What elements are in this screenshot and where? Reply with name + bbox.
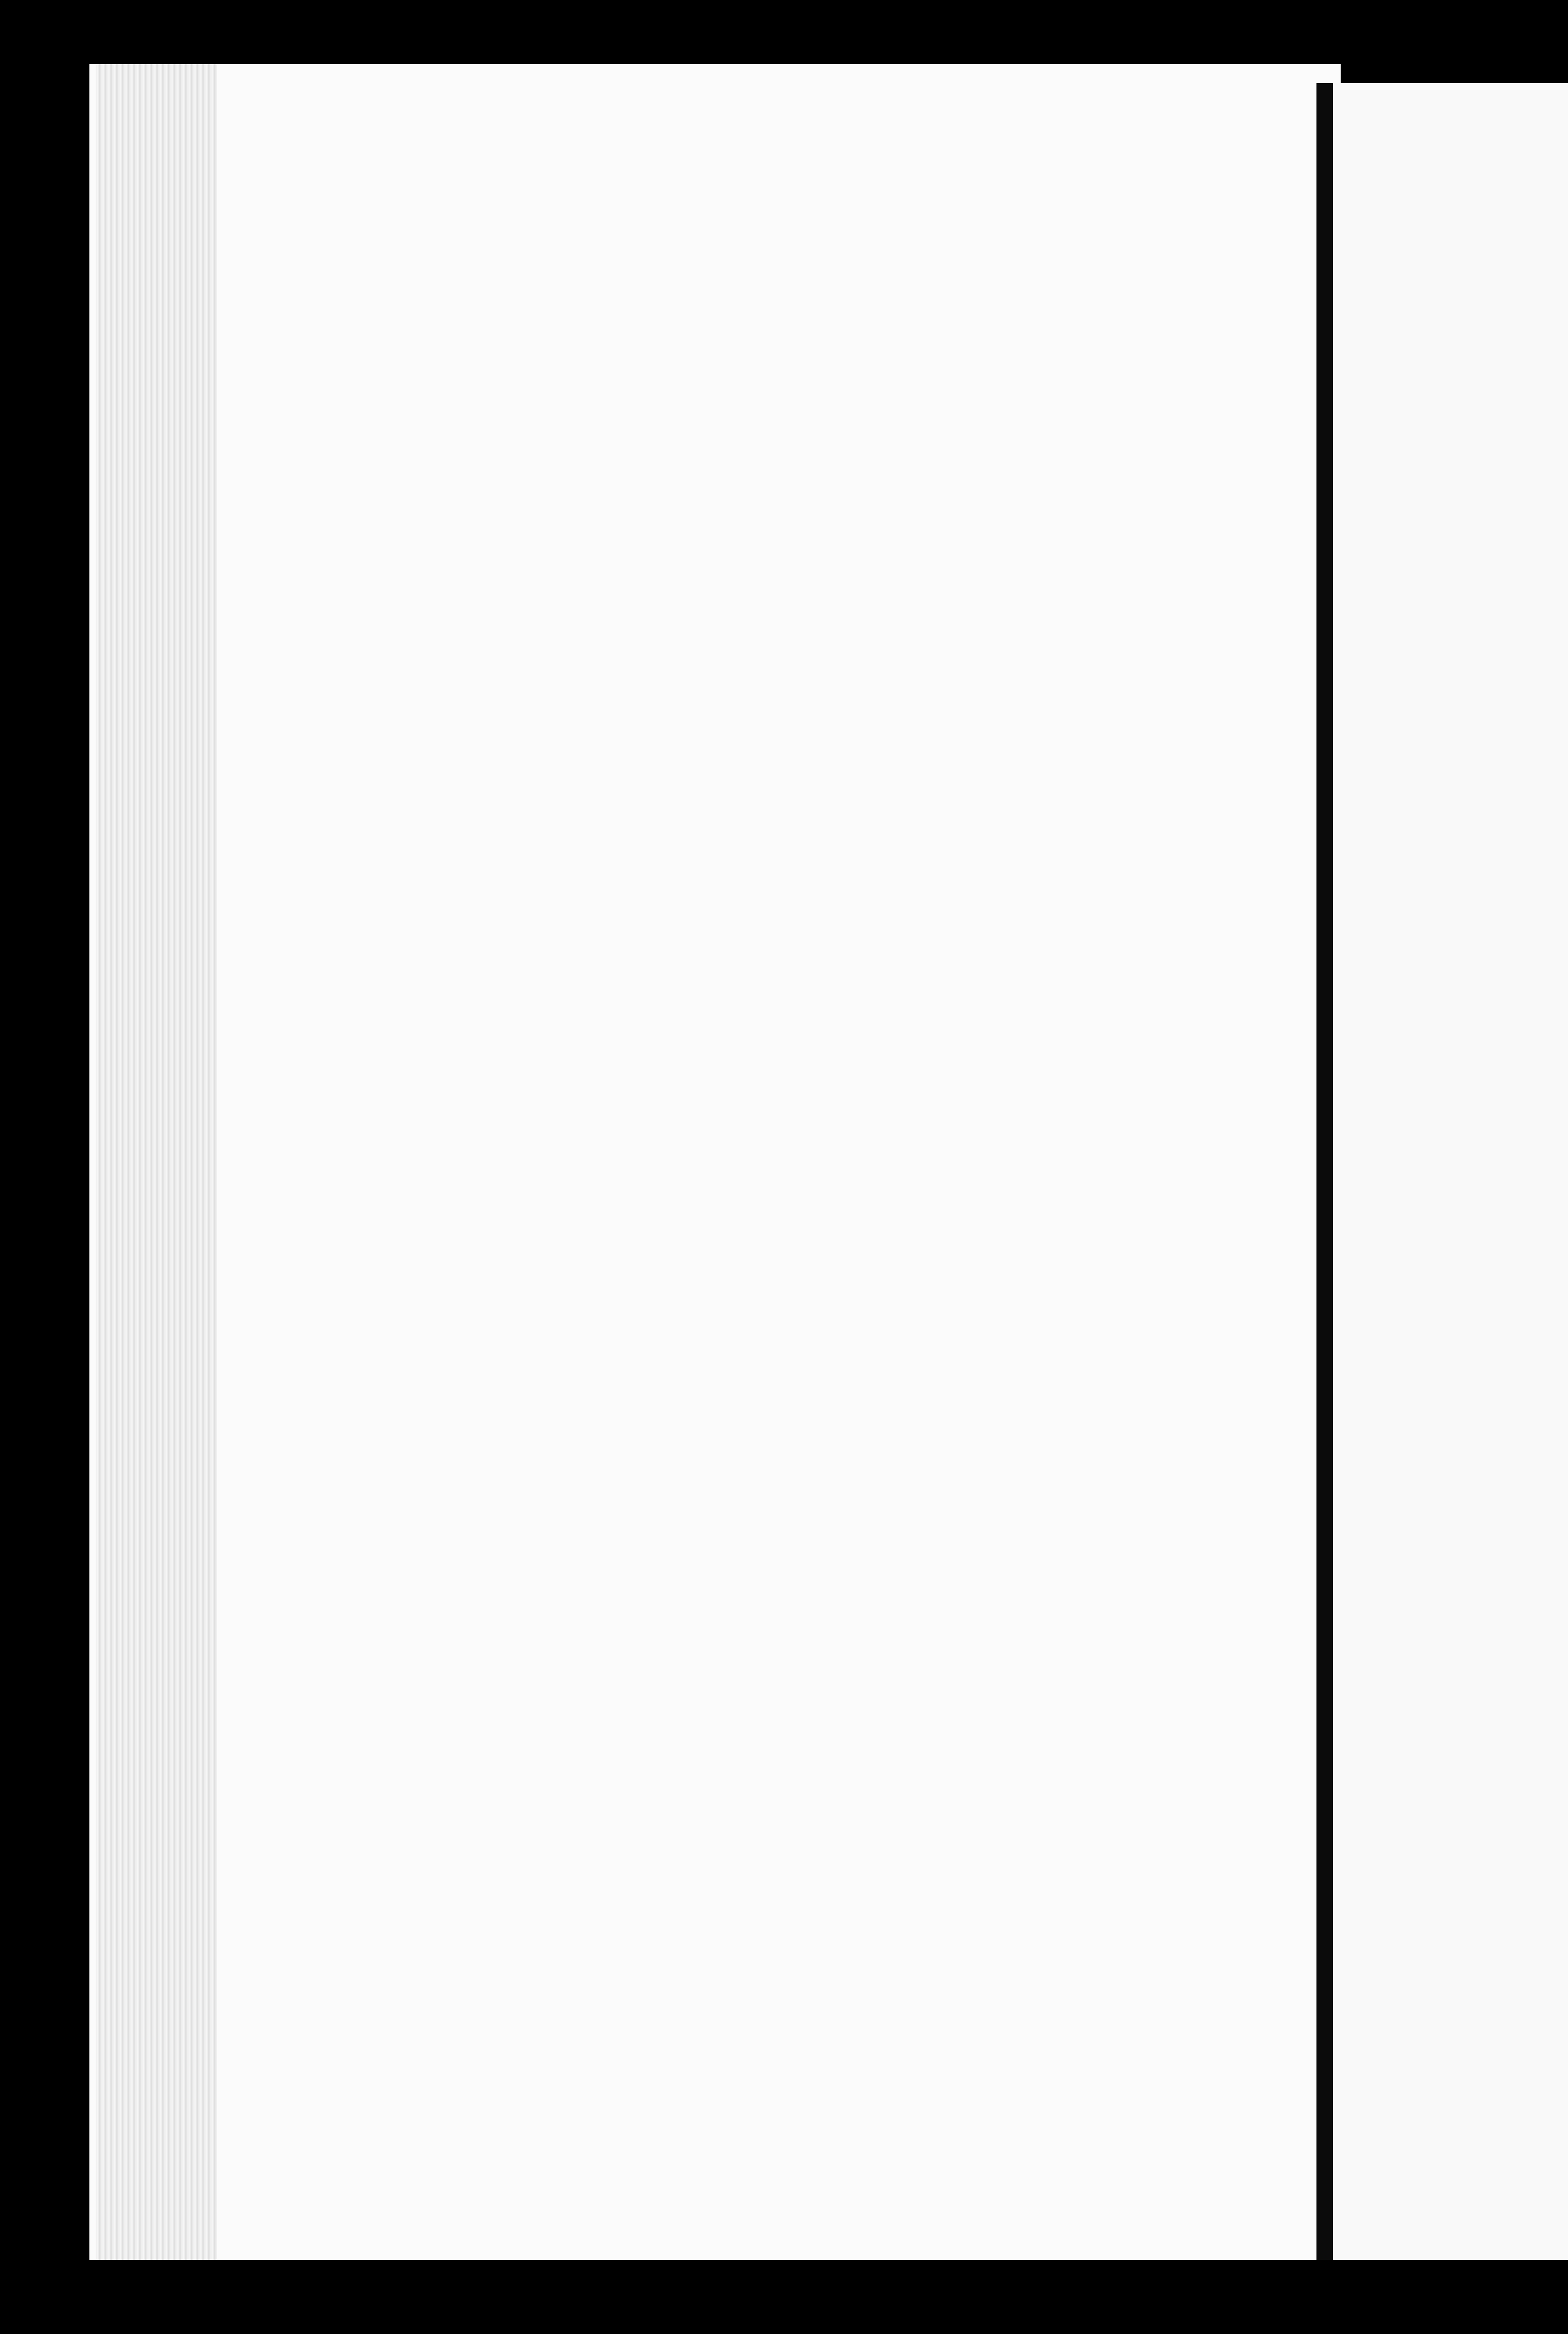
left-page xyxy=(89,64,1341,2260)
book-gutter xyxy=(1316,83,1333,2260)
page-edges xyxy=(96,64,217,2260)
right-page xyxy=(1333,83,1568,2260)
